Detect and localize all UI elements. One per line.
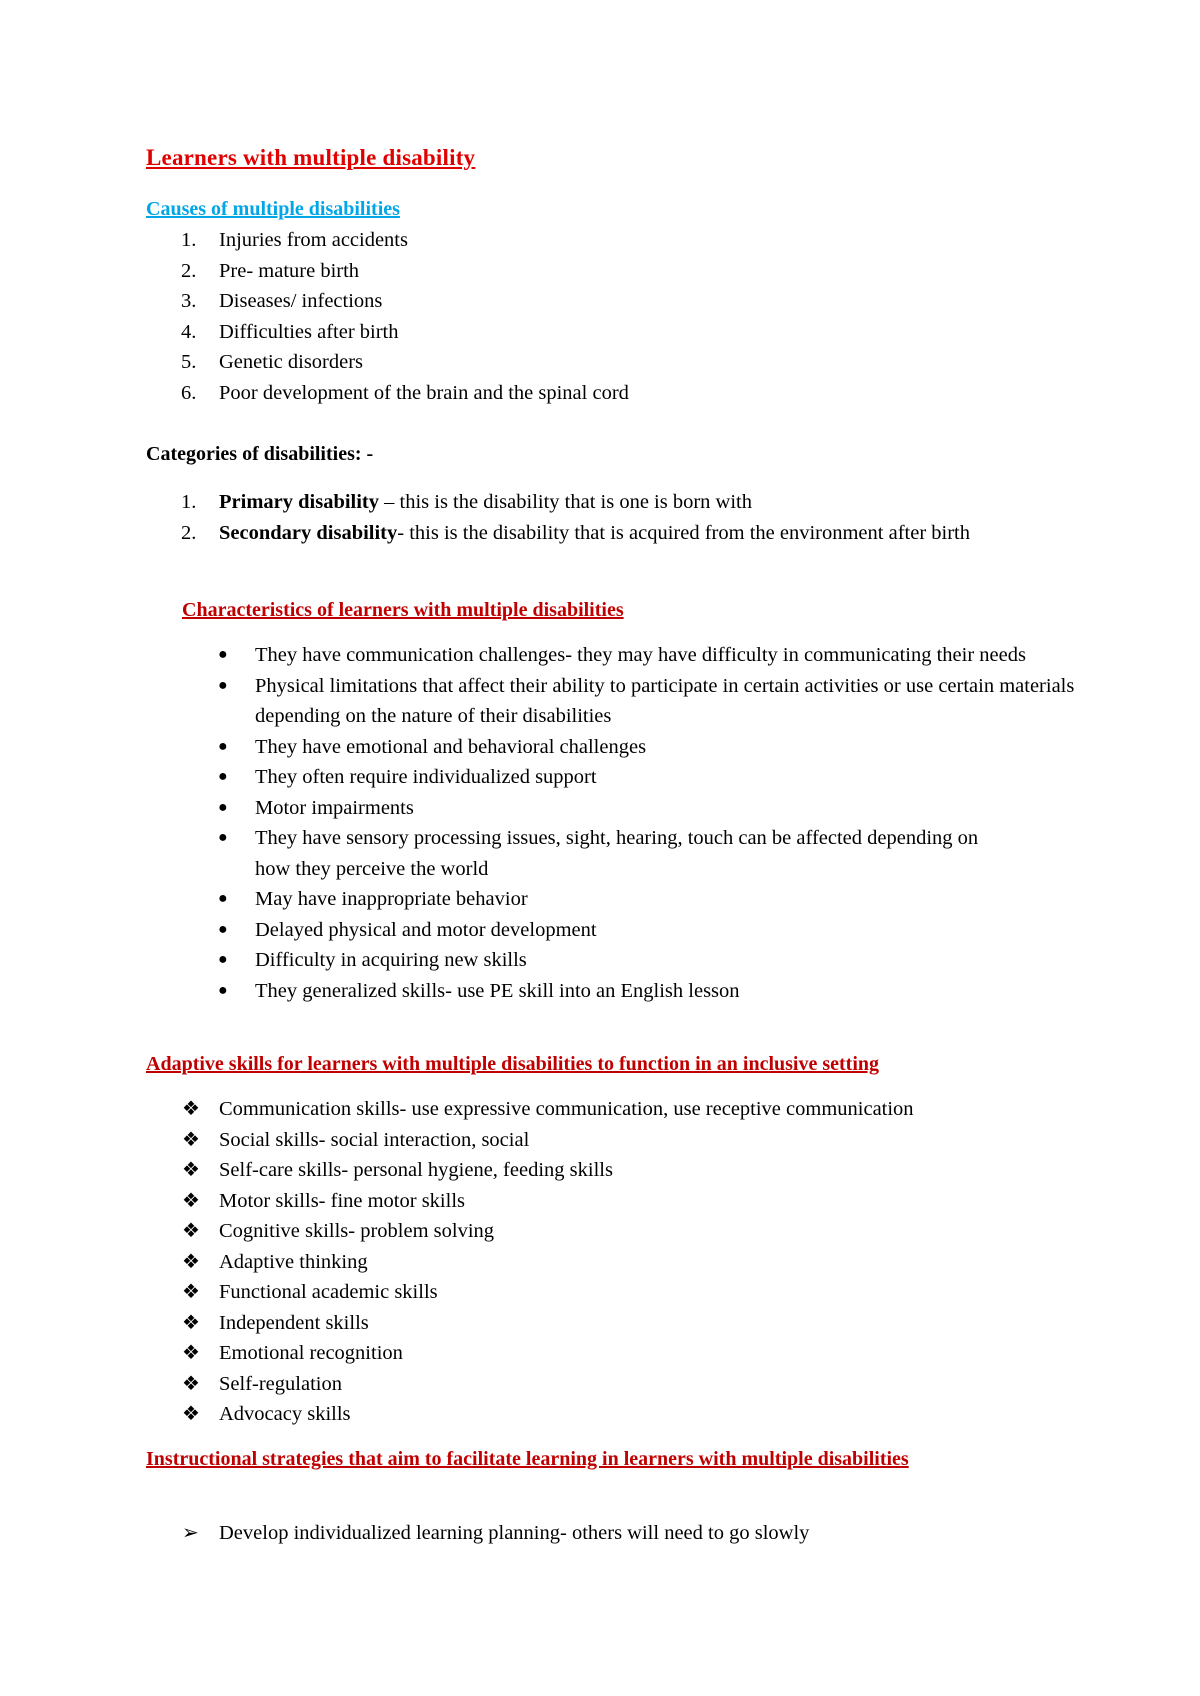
list-item: ● Delayed physical and motor development (255, 915, 1085, 946)
bullet-icon: ● (218, 951, 228, 968)
instructional-strategies-heading: Instructional strategies that aim to facilitate learning in learners with multiple disabilities (146, 1448, 909, 1470)
list-item: 4. Difficulties after birth (219, 317, 1119, 348)
bullet-icon: ● (218, 676, 228, 694)
list-item: ● They have communication challenges- they may have difficulty in communicating their needs (255, 640, 1085, 671)
list-number: 2. (181, 521, 197, 544)
categories-list (181, 487, 1079, 548)
list-item: 3. Diseases/ infections (219, 286, 1119, 317)
list-number: 1. (181, 229, 197, 251)
list-item: 1. Injuries from accidents (219, 225, 1119, 256)
list-number: 2. (181, 259, 197, 282)
adaptive-skills-heading: Adaptive skills for learners with multiple disabilities to function in an inclusive setting (146, 1053, 880, 1075)
diamond-bullet-icon: ❖ (182, 1128, 200, 1151)
list-item: ● Difficulty in acquiring new skills (255, 945, 1085, 976)
list-number: 1. (181, 491, 197, 513)
bullet-icon: ● (218, 920, 228, 938)
diamond-bullet-icon: ❖ (182, 1098, 200, 1120)
diamond-bullet-icon: ❖ (182, 1311, 200, 1334)
list-item: ❖ Emotional recognition (219, 1338, 1119, 1369)
category-term: Secondary disability (219, 521, 398, 544)
list-number: 3. (181, 290, 197, 312)
list-number: 5. (181, 351, 197, 373)
list-item: ❖ Cognitive skills- problem solving (219, 1216, 1119, 1247)
arrow-bullet-icon: ➢ (182, 1522, 199, 1544)
list-item: 6. Poor development of the brain and the spinal cord (219, 378, 1119, 409)
diamond-bullet-icon: ❖ (182, 1403, 200, 1425)
list-item: ❖ Self-regulation (219, 1369, 1119, 1400)
list-item: 2. Pre- mature birth (219, 256, 1119, 287)
list-item: ● They often require individualized support (255, 762, 1085, 793)
list-item: ● They have sensory processing issues, sight, hearing, touch can be affected depending on how they perceive the world (255, 823, 985, 884)
causes-heading: Causes of multiple disabilities (146, 198, 400, 220)
bullet-icon: ● (218, 768, 228, 785)
list-item: ❖ Functional academic skills (219, 1277, 1119, 1308)
list-item: 2. Secondary disability- this is the disability that is acquired from the environment after birth (219, 518, 1079, 549)
list-item: ➢ Develop individualized learning planning- others will need to go slowly (219, 1518, 1119, 1549)
diamond-bullet-icon: ❖ (182, 1159, 200, 1181)
bullet-icon: ● (218, 798, 228, 816)
characteristics-heading: Characteristics of learners with multiple disabilities (182, 599, 624, 621)
list-item: ❖ Communication skills- use expressive communication, use receptive communication (219, 1094, 1119, 1125)
instructional-strategies-list (182, 1518, 1119, 1549)
list-item: ❖ Adaptive thinking (219, 1247, 1119, 1278)
list-number: 4. (181, 320, 197, 343)
bullet-icon: ● (218, 981, 228, 999)
list-item: ❖ Motor skills- fine motor skills (219, 1186, 1119, 1217)
list-item: ❖ Social skills- social interaction, social (219, 1125, 1119, 1156)
bullet-icon: ● (218, 646, 228, 663)
list-item: ● May have inappropriate behavior (255, 884, 1085, 915)
list-item: ● They generalized skills- use PE skill into an English lesson (255, 976, 1085, 1007)
list-item: ● Motor impairments (255, 793, 1085, 824)
characteristics-list (218, 640, 1085, 1006)
diamond-bullet-icon: ❖ (182, 1342, 200, 1364)
diamond-bullet-icon: ❖ (182, 1220, 200, 1242)
adaptive-skills-list (182, 1094, 1119, 1430)
list-item: ● They have emotional and behavioral challenges (255, 732, 1085, 763)
list-item: ❖ Self-care skills- personal hygiene, feeding skills (219, 1155, 1119, 1186)
list-number: 6. (181, 381, 197, 404)
list-item: 5. Genetic disorders (219, 347, 1119, 378)
diamond-bullet-icon: ❖ (182, 1189, 200, 1212)
causes-list (181, 225, 1119, 408)
bullet-icon: ● (218, 890, 228, 907)
categories-heading: Categories of disabilities: - (146, 443, 374, 465)
bullet-icon: ● (218, 829, 228, 846)
diamond-bullet-icon: ❖ (182, 1372, 200, 1395)
diamond-bullet-icon: ❖ (182, 1281, 200, 1303)
list-item: ❖ Independent skills (219, 1308, 1119, 1339)
list-item: ● Physical limitations that affect their ability to participate in certain activities or use certain materials depending on the nature of their disabilities (255, 671, 1085, 732)
category-term: Primary disability (219, 491, 380, 513)
list-item: 1. Primary disability – this is the disability that is one is born with (219, 487, 1079, 518)
diamond-bullet-icon: ❖ (182, 1250, 200, 1273)
document-title: Learners with multiple disability (146, 145, 476, 170)
list-item: ❖ Advocacy skills (219, 1399, 1119, 1430)
bullet-icon: ● (218, 737, 228, 755)
